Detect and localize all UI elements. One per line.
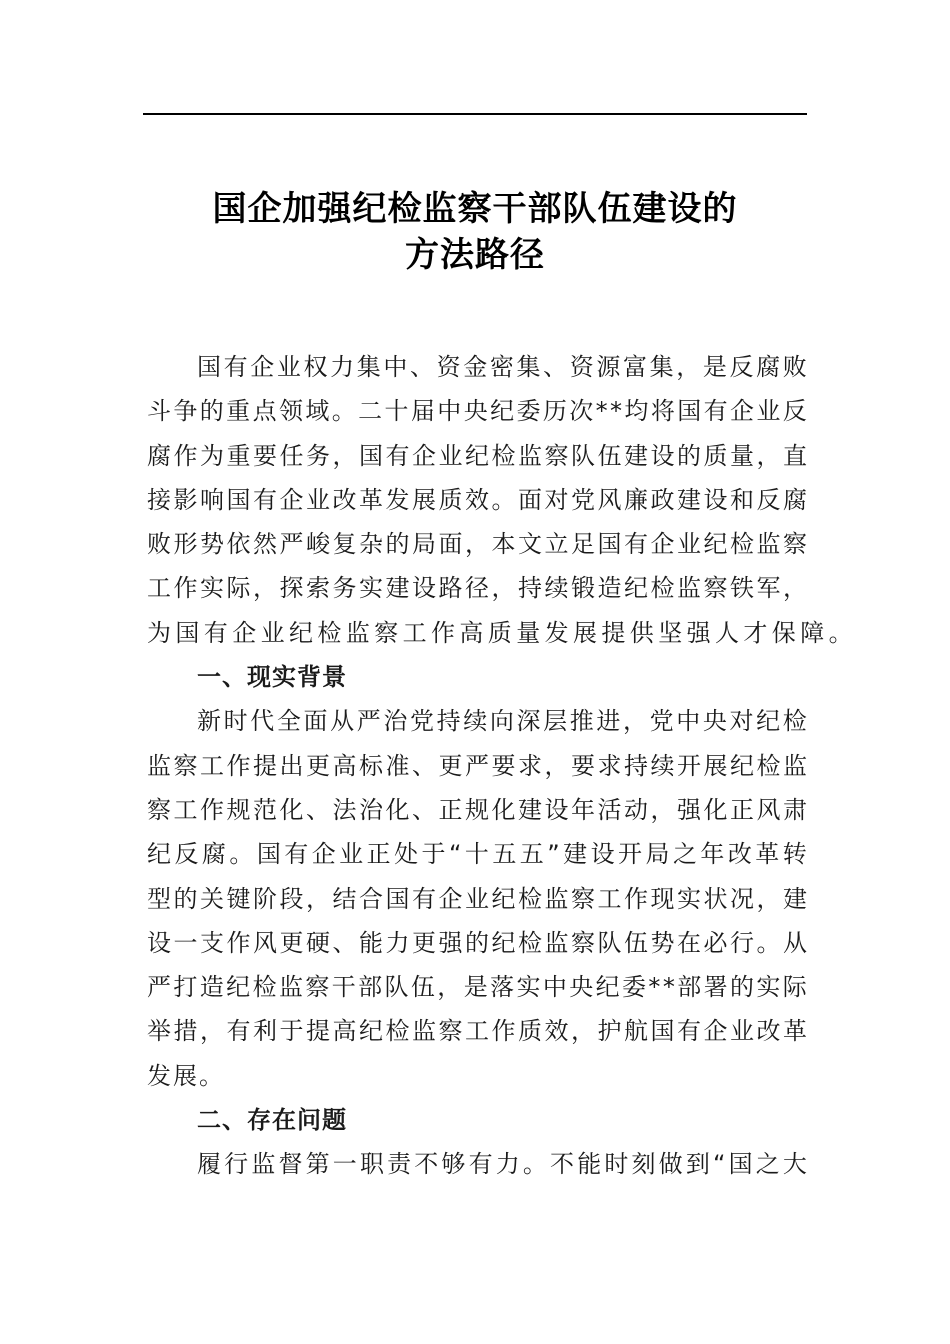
paragraph-line: 设 一 支 作 风 更 硬 、 能 力 更 强 的 纪 检 监 察 队 伍 势 在 必 行 。 从 (147, 928, 807, 957)
section-heading: 二、存在问题 (197, 1106, 347, 1135)
paragraph-line: 败 形 势 依 然 严 峻 复 杂 的 局 面 ， 本 文 立 足 国 有 企 业 纪 检 监 察 (147, 530, 807, 559)
paragraph-line: 察 工 作 规 范 化 、 法 治 化 、 正 规 化 建 设 年 活 动 ， 强 化 正 风 肃 (147, 795, 807, 824)
paragraph-line: 纪 反 腐 。 国 有 企 业 正 处 于 “ 十 五 五 ” 建 设 开 局 之 年 改 革 转 (147, 840, 807, 869)
paragraph-line: 接 影 响 国 有 企 业 改 革 发 展 质 效 。 面 对 党 风 廉 政 建 设 和 反 腐 (147, 485, 807, 514)
paragraph-line: 履 行 监 督 第 一 职 责 不 够 有 力 。 不 能 时 刻 做 到 “ 国 之 大 (197, 1150, 807, 1179)
title-line: 方法路径 (405, 235, 545, 275)
paragraph-line: 腐 作 为 重 要 任 务 ， 国 有 企 业 纪 检 监 察 队 伍 建 设 的 质 量 ， 直 (147, 441, 807, 470)
title-line: 国企加强纪检监察干部队伍建设的 (212, 189, 738, 229)
paragraph-line: 为国有企业纪检监察工作高质量发展提供坚强人才保障。 (147, 618, 857, 647)
paragraph-line: 国 有 企 业 权 力 集 中 、 资 金 密 集 、 资 源 富 集 ， 是 反 腐 败 (197, 353, 807, 381)
document-body (147, 345, 857, 1187)
paragraph-line: 斗 争 的 重 点 领 域 。 二 十 届 中 央 纪 委 历 次 * * 均 将 国 有 企 业 反 (147, 397, 807, 426)
paragraph-line: 举 措 ， 有 利 于 提 高 纪 检 监 察 工 作 质 效 ， 护 航 国 有 企 业 改 革 (147, 1017, 807, 1046)
paragraph-line: 型 的 关 键 阶 段 ， 结 合 国 有 企 业 纪 检 监 察 工 作 现 实 状 况 ， 建 (147, 884, 807, 913)
document-title (143, 186, 807, 278)
paragraph-line: 工 作 实 际 ， 探 索 务 实 建 设 路 径 ， 持 续 锻 造 纪 检 监 察 铁 军 ， (147, 574, 807, 603)
paragraph-line: 监 察 工 作 提 出 更 高 标 准 、 更 严 要 求 ， 要 求 持 续 开 展 纪 检 监 (147, 751, 807, 780)
paragraph-line: 新 时 代 全 面 从 严 治 党 持 续 向 深 层 推 进 ， 党 中 央 对 纪 检 (197, 707, 807, 736)
paragraph-line: 严 打 造 纪 检 监 察 干 部 队 伍 ， 是 落 实 中 央 纪 委 * * 部 署 的 实 际 (147, 973, 807, 1002)
paragraph-line: 发展。 (147, 1061, 225, 1090)
header-rule (143, 113, 807, 115)
section-heading: 一、现实背景 (197, 663, 347, 692)
